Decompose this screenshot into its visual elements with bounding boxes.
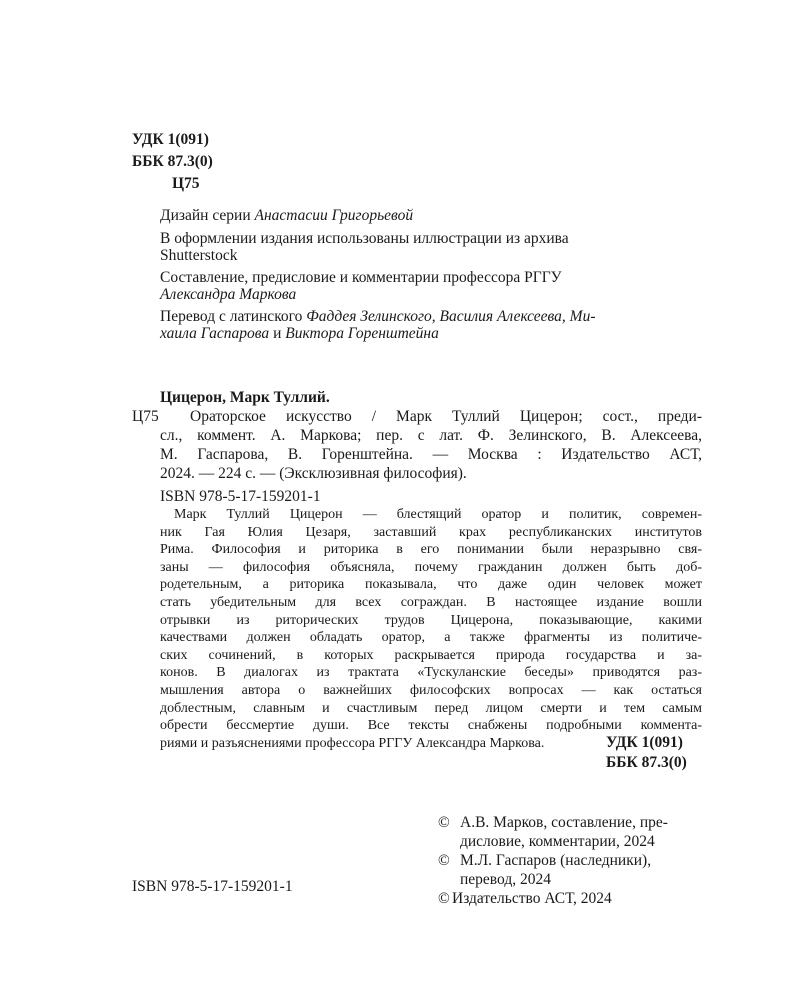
- udk-code-bottom: УДК 1(091): [606, 734, 683, 751]
- bibliographic-line: сл., коммент. А. Маркова; пер. с лат. Ф. Зелинского, В. Алексеева,: [160, 427, 702, 444]
- copyright-entry-publisher: [438, 889, 688, 908]
- bibliographic-mark: Ц75: [132, 408, 159, 425]
- copyright-text: [460, 851, 651, 889]
- annotation: [160, 506, 702, 752]
- copyright-sign: ©: [438, 814, 450, 831]
- design-credit: [160, 206, 413, 225]
- udk-code: УДК 1(091): [132, 131, 209, 148]
- copyright-entry-markov: [438, 813, 688, 851]
- annotation-line: Марк Туллий Цицерон — блестящий оратор и политик, современ-: [174, 507, 702, 522]
- bibliographic-line: Ораторское искусство / Марк Туллий Цицерон; сост., преди-: [190, 408, 702, 425]
- copyright-text: Издательство АСТ, 2024: [452, 890, 612, 907]
- isbn-line: ISBN 978-5-17-159201-1: [160, 488, 321, 505]
- footer-isbn: ISBN 978-5-17-159201-1: [132, 878, 293, 895]
- annotation-line: родетельным, а риторика показывала, что даже один человек может: [160, 577, 702, 593]
- design-name: Анастасии Григорьевой: [254, 207, 414, 224]
- translation-names: Фаддея Зелинского, Василия Алексеева, Ми-: [306, 308, 596, 325]
- annotation-line: риями и разъяснениями профессора РГГУ Александра Маркова.: [160, 735, 545, 751]
- annotation-line: заны — философия объясняла, почему гражданин должен быть доб-: [160, 559, 702, 575]
- compilation-credit-line2: Александра Маркова: [160, 286, 297, 303]
- bbk-code: ББК 87.3(0): [132, 153, 213, 170]
- copyright-line: А.В. Марков, составление, пре-: [460, 814, 668, 831]
- illustrations-credit-line1: В оформлении издания использованы иллюстрации из архива: [160, 230, 569, 247]
- design-label: Дизайн серии: [160, 207, 251, 224]
- bibliographic-description: [190, 407, 702, 426]
- illustrations-credit-line2: Shutterstock: [160, 247, 238, 264]
- translation-name-gorenstein: Виктора Горенштейна: [285, 325, 439, 342]
- annotation-line: Рима. Философия и риторика в его понимании были неразрывно свя-: [160, 542, 702, 558]
- author-mark: Ц75: [172, 175, 200, 192]
- annotation-line: стать убедительным для всех сограждан. В настоящее издание вошли: [160, 594, 702, 610]
- copyright-entry-gasparov: [438, 851, 688, 889]
- bibliographic-line: 2024. — 224 с. — (Эксклюзивная философия).: [160, 465, 467, 482]
- annotation-line: обрести бессмертие души. Все тексты снабжены подробными коммента-: [160, 718, 702, 734]
- translation-name-gasparov: хаила Гаспарова: [160, 325, 270, 342]
- translation-and: и: [273, 325, 282, 342]
- annotation-line: конов. В диалогах из трактата «Тускуланские беседы» приводятся раз-: [160, 665, 702, 681]
- bibliographic-description-continued: [160, 426, 702, 483]
- annotation-line: качествами должен обладать оратор, а также фрагменты из политиче-: [160, 630, 702, 646]
- compilation-credit-line1: Составление, предисловие и комментарии профессора РГГУ: [160, 269, 562, 286]
- translation-prefix: Перевод с латинского: [160, 308, 303, 325]
- copyright-line: М.Л. Гаспаров (наследники),: [460, 852, 652, 869]
- copyright-line: перевод, 2024: [460, 871, 551, 888]
- annotation-line: ских сочинений, в которых раскрывается природа государства и за-: [160, 647, 702, 663]
- copyright-text: [460, 813, 668, 851]
- copyright-sign: ©: [438, 852, 450, 869]
- annotation-line: мышления автора о важнейших философских вопросах — как остаться: [160, 682, 702, 698]
- bbk-code-bottom: ББК 87.3(0): [606, 754, 687, 771]
- translation-credit-line2: [160, 324, 439, 343]
- bibliographic-line: М. Гаспарова, В. Горенштейна. — Москва : Издательство АСТ,: [160, 446, 702, 463]
- copyright-block: [438, 813, 688, 908]
- copyright-sign: ©: [438, 890, 450, 907]
- annotation-line: ник Гая Юлия Цезаря, заставший крах республиканских институтов: [160, 524, 702, 540]
- annotation-line: отрывки из риторических трудов Цицерона, показывающие, какими: [160, 612, 702, 628]
- copyright-line: дисловие, комментарии, 2024: [460, 833, 655, 850]
- annotation-line: доблестным, славным и счастливым перед лицом смерти и тем самым: [160, 700, 702, 716]
- bibliographic-heading: Цицерон, Марк Туллий.: [160, 389, 330, 406]
